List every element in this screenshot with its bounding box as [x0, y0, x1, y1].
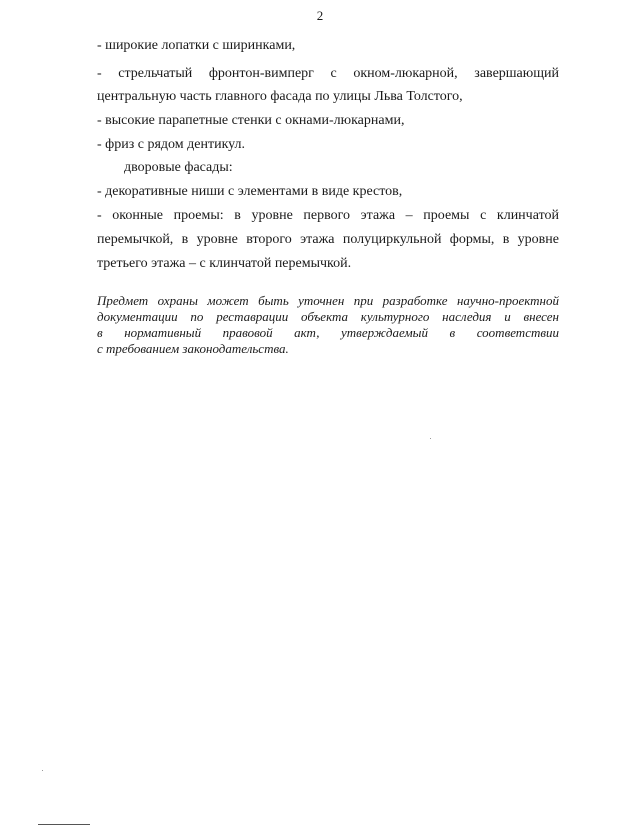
footer-rule	[38, 824, 90, 825]
page-number: 2	[316, 8, 324, 23]
list-item-continuation: центральную часть главного фасада по улицы Льва Толстого,	[97, 89, 463, 104]
list-item: - широкие лопатки с ширинками,	[97, 38, 296, 53]
list-item: - фриз с рядом дентикул.	[97, 137, 246, 152]
protection-note-line: документации по реставрации объекта культурного наследия и внесен	[97, 309, 559, 324]
list-item: - высокие парапетные стенки с окнами-люкарнами,	[97, 113, 405, 128]
protection-note-line: в нормативный правовой акт, утверждаемый в соответствии	[97, 325, 559, 340]
protection-note-line: с требованием законодательства.	[97, 341, 289, 356]
list-item: - стрельчатый фронтон-вимперг с окном-люкарной, завершающий	[97, 66, 559, 81]
protection-note-line: Предмет охраны может быть уточнен при разработке научно-проектной	[97, 293, 559, 308]
list-item: - оконные проемы: в уровне первого этажа – проемы с клинчатой	[97, 208, 559, 223]
list-item-continuation: перемычкой, в уровне второго этажа полуциркульной формы, в уровне	[97, 232, 559, 247]
scan-speck	[430, 438, 431, 439]
section-heading: дворовые фасады:	[124, 160, 233, 175]
scan-speck	[42, 770, 43, 771]
list-item-continuation: третьего этажа – с клинчатой перемычкой.	[97, 256, 352, 271]
list-item: - декоративные ниши с элементами в виде крестов,	[97, 184, 403, 199]
